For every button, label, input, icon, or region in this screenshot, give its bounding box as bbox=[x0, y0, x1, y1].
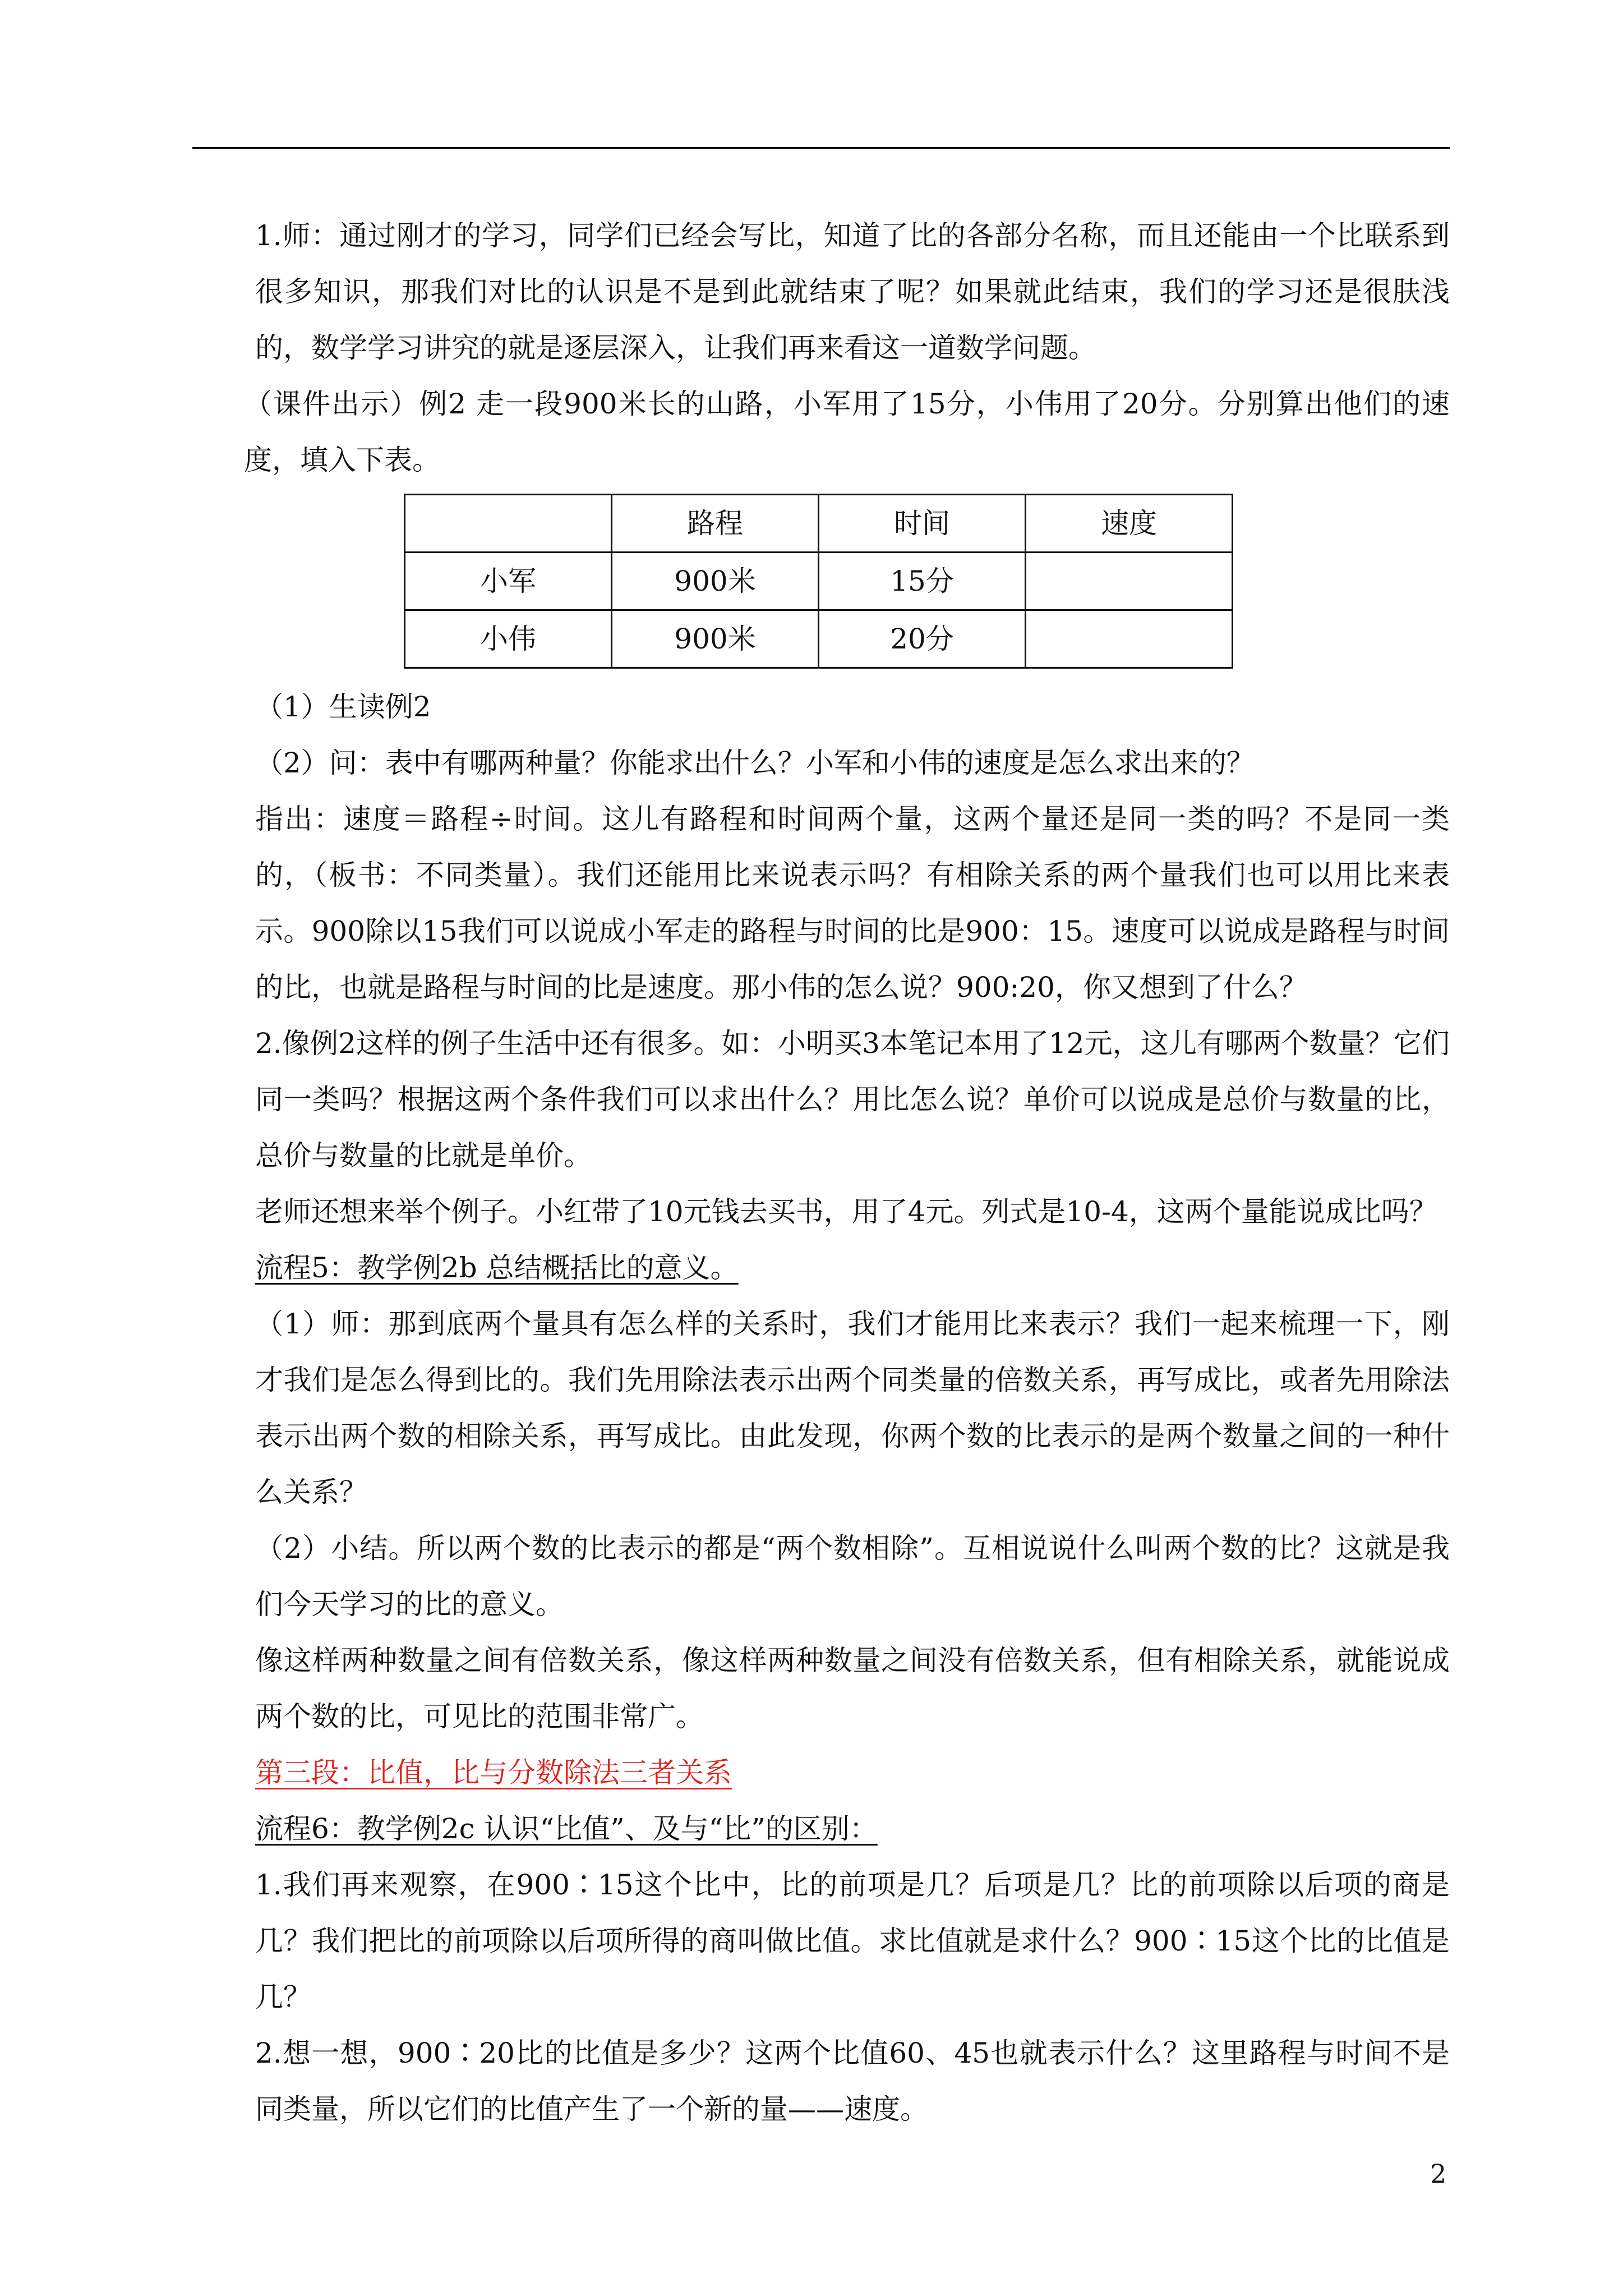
table-cell: 小伟 bbox=[405, 610, 612, 668]
paragraph-point-out: 指出：速度＝路程÷时间。这儿有路程和时间两个量，这两个量还是同一类的吗？不是同一类的，（板书：不同类量）。我们还能用比来说表示吗？有相除关系的两个量我们也可以用比来表示。900除以15我们可以说成小军走的路程与时间的比是900：15。速度可以说成是路程与时间的比，也就是路程与时间的比是速度。那小伟的怎么说？900:20，你又想到了什么？ bbox=[255, 803, 1450, 1004]
paragraph-flow-6-1: 1.我们再来观察，在900∶15这个比中，比的前项是几？后项是几？比的前项除以后项的商是几？我们把比的前项除以后项所得的商叫做比值。求比值就是求什么？900∶15这个比的比值是几？ bbox=[255, 1869, 1450, 2013]
table-row bbox=[405, 553, 1233, 610]
table-cell: 900米 bbox=[612, 553, 819, 610]
paragraph-teacher-example: 老师还想来举个例子。小红带了10元钱去买书，用了4元。列式是10-4，这两个量能说成比吗？ bbox=[255, 1195, 1437, 1228]
paragraph-intro: 1.师：通过刚才的学习，同学们已经会写比，知道了比的各部分名称，而且还能由一个比联系到很多知识，那我们对比的认识是不是到此就结束了呢？如果就此结束，我们的学习还是很肤浅的，数学学习讲究的就是逐层深入，让我们再来看这一道数学问题。 bbox=[255, 219, 1450, 364]
paragraph-flow-5-2: （2）小结。所以两个数的比表示的都是“两个数相除”。互相说说什么叫两个数的比？这就是我们今天学习的比的意义。 bbox=[255, 1532, 1450, 1621]
table-header-cell bbox=[405, 495, 612, 553]
paragraph-example-2: （课件出示）例2 走一段900米长的山路，小军用了15分，小伟用了20分。分别算出他们的速度，填入下表。 bbox=[244, 388, 1450, 476]
header-rule bbox=[192, 147, 1450, 149]
paragraph-step-1: （1）生读例2 bbox=[255, 691, 431, 723]
section-part-3 bbox=[255, 1745, 1450, 1801]
speed-table bbox=[404, 494, 1233, 669]
table-cell bbox=[1026, 553, 1233, 610]
table-cell: 20分 bbox=[819, 610, 1026, 668]
section-flow-5 bbox=[255, 1240, 1450, 1296]
section-flow-6 bbox=[255, 1801, 1450, 1857]
flow-6-heading: 流程6：教学例2c 认识“比值”、及与“比”的区别： bbox=[255, 1812, 878, 1845]
paragraph-example-life: 2.像例2这样的例子生活中还有很多。如：小明买3本笔记本用了12元，这儿有哪两个数量？它们同一类吗？根据这两个条件我们可以求出什么？用比怎么说？单价可以说成是总价与数量的比，总价与数量的比就是单价。 bbox=[255, 1027, 1450, 1172]
table-cell: 15分 bbox=[819, 553, 1026, 610]
paragraph-flow-6-2: 2.想一想，900∶20比的比值是多少？这两个比值60、45也就表示什么？这里路程与时间不是同类量，所以它们的比值产生了一个新的量——速度。 bbox=[255, 2037, 1450, 2125]
paragraph-summary: 像这样两种数量之间有倍数关系，像这样两种数量之间没有倍数关系，但有相除关系，就能说成两个数的比，可见比的范围非常广。 bbox=[255, 1644, 1450, 1733]
table-row bbox=[405, 610, 1233, 668]
page-number: 2 bbox=[1430, 2159, 1447, 2189]
table-header-cell: 路程 bbox=[612, 495, 819, 553]
paragraph-flow-5-1: （1）师：那到底两个量具有怎么样的关系时，我们才能用比来表示？我们一起来梳理一下，刚才我们是怎么得到比的。我们先用除法表示出两个同类量的倍数关系，再写成比，或者先用除法表示出两个数的相除关系，再写成比。由此发现，你两个数的比表示的是两个数量之间的一种什么关系？ bbox=[255, 1308, 1450, 1508]
table-header-cell: 时间 bbox=[819, 495, 1026, 553]
table-header-cell: 速度 bbox=[1026, 495, 1233, 553]
table-header-row bbox=[405, 495, 1233, 553]
table-cell bbox=[1026, 610, 1233, 668]
part-3-heading: 第三段：比值，比与分数除法三者关系 bbox=[255, 1756, 732, 1789]
table-cell: 900米 bbox=[612, 610, 819, 668]
document-body bbox=[244, 208, 1450, 2137]
table-cell: 小军 bbox=[405, 553, 612, 610]
paragraph-step-2: （2）问：表中有哪两种量？你能求出什么？小军和小伟的速度是怎么求出来的？ bbox=[255, 747, 1255, 779]
flow-5-heading: 流程5：教学例2b 总结概括比的意义。 bbox=[255, 1251, 739, 1284]
